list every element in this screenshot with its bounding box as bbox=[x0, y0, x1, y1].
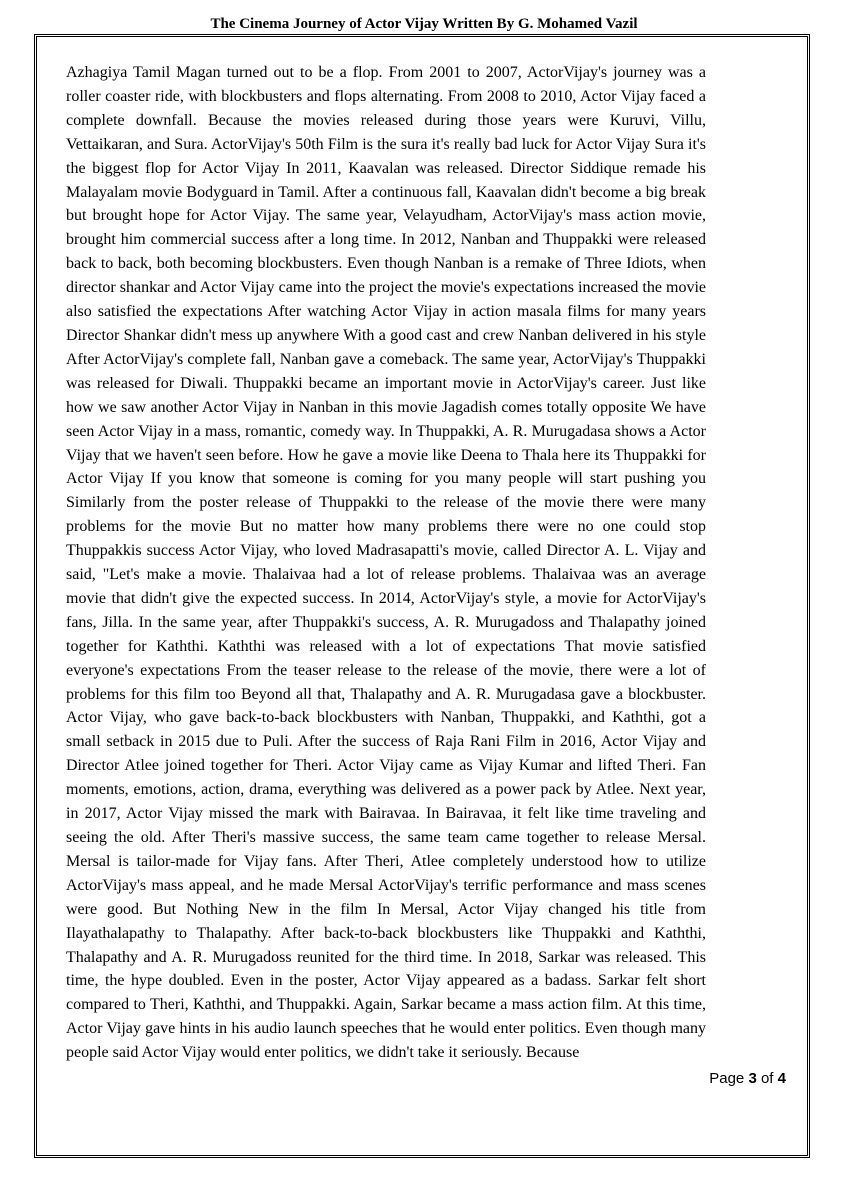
of-label: of bbox=[760, 1070, 774, 1087]
page-number bbox=[709, 1070, 786, 1087]
total-pages-number: 4 bbox=[777, 1070, 786, 1087]
document-title: The Cinema Journey of Actor Vijay Written By G. Mohamed Vazil bbox=[210, 16, 638, 32]
page-label: Page bbox=[709, 1070, 745, 1087]
body-paragraph: Azhagiya Tamil Magan turned out to be a flop. From 2001 to 2007, ActorVijay's journey was a roller coaster ride, with blockbusters and flops alternating. From 2008 to 2010, Actor Vijay faced a complete downfall. Because the movies released during those years were Kuruvi, Villu, Vettaikaran, and Sura. ActorVijay's 50th Film is the sura it's really bad luck for Actor Vijay Sura it's the biggest flop for Actor Vijay In 2011, Kaavalan was released. Director Siddique remade his Malayalam movie Bodyguard in Tamil. After a continuous fall, Kaavalan didn't become a big break but brought hope for Actor Vijay. The same year, Velayudham, ActorVijay's mass action movie, brought him commercial success after a long time. In 2012, Nanban and Thuppakki were released back to back, both becoming blockbusters. Even though Nanban is a remake of Three Idiots, when director shankar and Actor Vijay came into the project the movie's expectations increased the movie also satisfied the expectations After watching Actor Vijay in action masala films for many years Director Shankar didn't mess up anywhere With a good cast and crew Nanban delivered in his style After ActorVijay's complete fall, Nanban gave a comeback. The same year, ActorVijay's Thuppakki was released for Diwali. Thuppakki became an important movie in ActorVijay's career. Just like how we saw another Actor Vijay in Nanban in this movie Jagadish comes totally opposite We have seen Actor Vijay in a mass, romantic, comedy way. In Thuppakki, A. R. Murugadasa shows a Actor Vijay that we haven't seen before. How he gave a movie like Deena to Thala here its Thuppakki for Actor Vijay If you know that someone is coming for you many people will start pushing you Similarly from the poster release of Thuppakki to the release of the movie there were many problems for the movie But no matter how many problems there were no one could stop Thuppakkis success Actor Vijay, who loved Madrasapatti's movie, called Director A. L. Vijay and said, "Let's make a movie. Thalaivaa had a lot of release problems. Thalaivaa was an average movie that didn't give the expected success. In 2014, ActorVijay's style, a movie for ActorVijay's fans, Jilla. In the same year, after Thuppakki's success, A. R. Murugadoss and Thalapathy joined together for Kaththi. Kaththi was released with a lot of expectations That movie satisfied everyone's expectations From the teaser release to the release of the movie, there were a lot of problems for this film too Beyond all that, Thalapathy and A. R. Murugadasa gave a blockbuster. Actor Vijay, who gave back-to-back blockbusters with Nanban, Thuppakki, and Kaththi, got a small setback in 2015 due to Puli. After the success of Raja Rani Film in 2016, Actor Vijay and Director Atlee joined together for Theri. Actor Vijay came as Vijay Kumar and lifted Theri. Fan moments, emotions, action, drama, everything was delivered as a power pack by Atlee. Next year, in 2017, Actor Vijay missed the mark with Bairavaa. In Bairavaa, it felt like time traveling and seeing the old. After Theri's massive success, the same team came together to release Mersal. Mersal is tailor-made for Vijay fans. After Theri, Atlee completely understood how to utilize ActorVijay's mass appeal, and he made Mersal ActorVijay's terrific performance and mass scenes were good. But Nothing New in the film In Mersal, Actor Vijay changed his title from Ilayathalapathy to Thalapathy. After back-to-back blockbusters like Thuppakki and Kaththi, Thalapathy and A. R. Murugadoss reunited for the third time. In 2018, Sarkar was released. This time, the hype doubled. Even in the poster, Actor Vijay appeared as a badass. Sarkar felt short compared to Theri, Kaththi, and Thuppakki. Again, Sarkar became a mass action film. At this time, Actor Vijay gave hints in his audio launch speeches that he would enter politics. Even though many people said Actor Vijay would enter politics, we didn't take it seriously. Because bbox=[66, 64, 706, 1062]
current-page-number: 3 bbox=[748, 1070, 757, 1087]
